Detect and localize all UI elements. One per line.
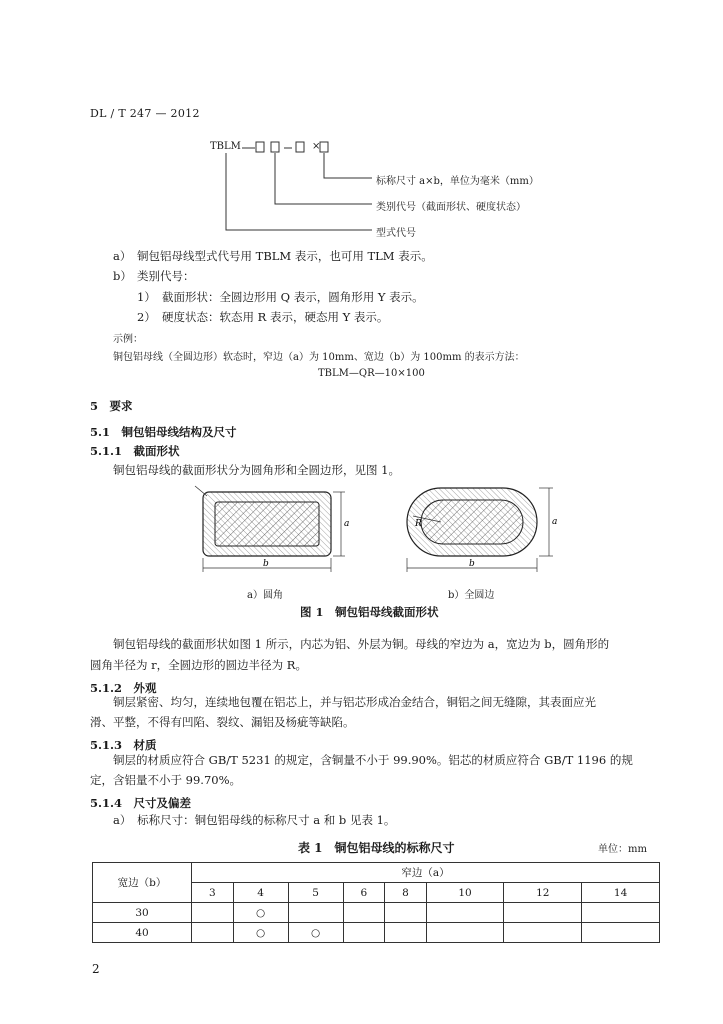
section-rounded xyxy=(195,486,345,572)
list-item-a: 铜包铝母线型式代号用 TBLM 表示，也可用 TLM 表示。 xyxy=(137,249,433,263)
table-cell xyxy=(343,903,385,923)
col-header: 14 xyxy=(582,883,660,903)
section-5-1-heading: 5.1 铜包铝母线结构及尺寸 xyxy=(90,425,237,439)
callout-dimension: 标称尺寸 a×b，单位为毫米（mm） xyxy=(376,176,539,187)
figure-1-label-b: b）全圆边 xyxy=(448,590,495,601)
dim-b-right: b xyxy=(469,559,475,569)
section-5-1-2-line1: 铜层紧密、均匀，连续地包覆在铝芯上，并与铝芯形成冶金结合，铜铝之间无缝隙，其表面应光 xyxy=(113,695,596,709)
list-item-a-marker: a） xyxy=(113,249,132,263)
list-sub-1-marker: 1） xyxy=(137,290,156,304)
row-b-value: 30 xyxy=(93,903,192,923)
example-label: 示例： xyxy=(113,334,143,345)
callout-category: 类别代号（截面形状、硬度状态） xyxy=(376,202,526,213)
leader-dimension xyxy=(324,153,372,178)
list-sub-1: 截面形状：全圆边形用 Q 表示，圆角形用 Y 表示。 xyxy=(162,290,424,304)
table-cell xyxy=(385,923,427,943)
table-1-title: 表 1 铜包铝母线的标称尺寸 xyxy=(298,841,455,855)
col-header: 4 xyxy=(233,883,288,903)
standard-code: DL / T 247 — 2012 xyxy=(90,107,200,120)
example-text: 铜包铝母线（全圆边形）软态时，窄边（a）为 10mm、宽边（b）为 100mm 的表示方法： xyxy=(113,352,525,363)
page-number: 2 xyxy=(92,962,100,976)
figure-desc-line2: 圆角半径为 r，全圆边形的圆边半径为 R。 xyxy=(90,658,307,672)
table-cell xyxy=(343,923,385,943)
model-code: TBLM xyxy=(210,141,241,152)
table-cell xyxy=(426,923,504,943)
table-cell: ○ xyxy=(233,903,288,923)
table-cell: ○ xyxy=(233,923,288,943)
table-cell xyxy=(385,903,427,923)
list-sub-2: 硬度状态：软态用 R 表示，硬态用 Y 表示。 xyxy=(162,310,389,324)
callout-type: 型式代号 xyxy=(376,228,416,239)
example-code: TBLM—QR—10×100 xyxy=(318,368,425,379)
table-cell xyxy=(192,923,234,943)
figure-1-caption: 图 1 铜包铝母线截面形状 xyxy=(300,605,439,619)
section-5-1-1-heading: 5.1.1 截面形状 xyxy=(90,444,180,458)
row-header-cell: 宽边（b） xyxy=(93,863,192,903)
dim-a-right: a xyxy=(552,517,558,527)
section-5-1-4-a: a） 标称尺寸：铜包铝母线的标称尺寸 a 和 b 见表 1。 xyxy=(113,813,396,827)
col-header: 8 xyxy=(385,883,427,903)
table-cell xyxy=(192,903,234,923)
table-header-row xyxy=(93,863,660,883)
table-cell xyxy=(426,903,504,923)
dim-a-left: a xyxy=(344,519,350,529)
dim-b-left: b xyxy=(263,559,269,569)
table-cell xyxy=(504,903,582,923)
placeholder-box xyxy=(320,142,328,152)
table-1 xyxy=(92,862,660,943)
section-5-heading: 5 要求 xyxy=(90,399,133,413)
figure-desc-line1: 铜包铝母线的截面形状如图 1 所示，内芯为铝、外层为铜。母线的窄边为 a，宽边为 b，圆角形的 xyxy=(113,637,610,651)
table-row xyxy=(93,923,660,943)
section-5-1-1-text: 铜包铝母线的截面形状分为圆角形和全圆边形，见图 1。 xyxy=(113,463,400,477)
table-1-unit: 单位：mm xyxy=(598,844,647,855)
col-group-header: 窄边（a） xyxy=(192,863,660,883)
figure-1-drawing xyxy=(185,478,565,578)
placeholder-box xyxy=(296,142,304,152)
section-5-1-4-heading: 5.1.4 尺寸及偏差 xyxy=(90,796,192,810)
section-5-1-2-line2: 滑、平整，不得有凹陷、裂纹、漏铝及杨疵等缺陷。 xyxy=(90,715,355,729)
col-header: 3 xyxy=(192,883,234,903)
section-5-1-3-line2: 定，含铝量不小于 99.70%。 xyxy=(90,773,242,787)
section-full-round xyxy=(407,488,553,572)
dim-r-right: R xyxy=(415,519,422,529)
section-5-1-2-heading: 5.1.2 外观 xyxy=(90,681,157,695)
figure-1-label-a: a）圆角 xyxy=(247,590,283,601)
list-item-b-marker: b） xyxy=(113,269,132,283)
col-header: 12 xyxy=(504,883,582,903)
placeholder-box xyxy=(256,142,264,152)
table-cell xyxy=(288,903,343,923)
leader-type xyxy=(226,153,372,230)
table-cell: ○ xyxy=(288,923,343,943)
table-cell xyxy=(504,923,582,943)
placeholder-box xyxy=(271,142,279,152)
times-sign: × xyxy=(312,141,321,152)
table-row xyxy=(93,903,660,923)
col-header: 6 xyxy=(343,883,385,903)
row-b-value: 40 xyxy=(93,923,192,943)
table-cell xyxy=(582,903,660,923)
section-5-1-3-line1: 铜层的材质应符合 GB/T 5231 的规定，含铜量不小于 99.90%。铝芯的材质应符合 GB/T 1196 的规 xyxy=(113,753,633,767)
col-header: 5 xyxy=(288,883,343,903)
col-header: 10 xyxy=(426,883,504,903)
list-item-b: 类别代号： xyxy=(137,269,195,283)
table-cell xyxy=(582,923,660,943)
section-5-1-3-heading: 5.1.3 材质 xyxy=(90,738,157,752)
model-diagram-lines xyxy=(0,0,723,270)
list-sub-2-marker: 2） xyxy=(137,310,156,324)
